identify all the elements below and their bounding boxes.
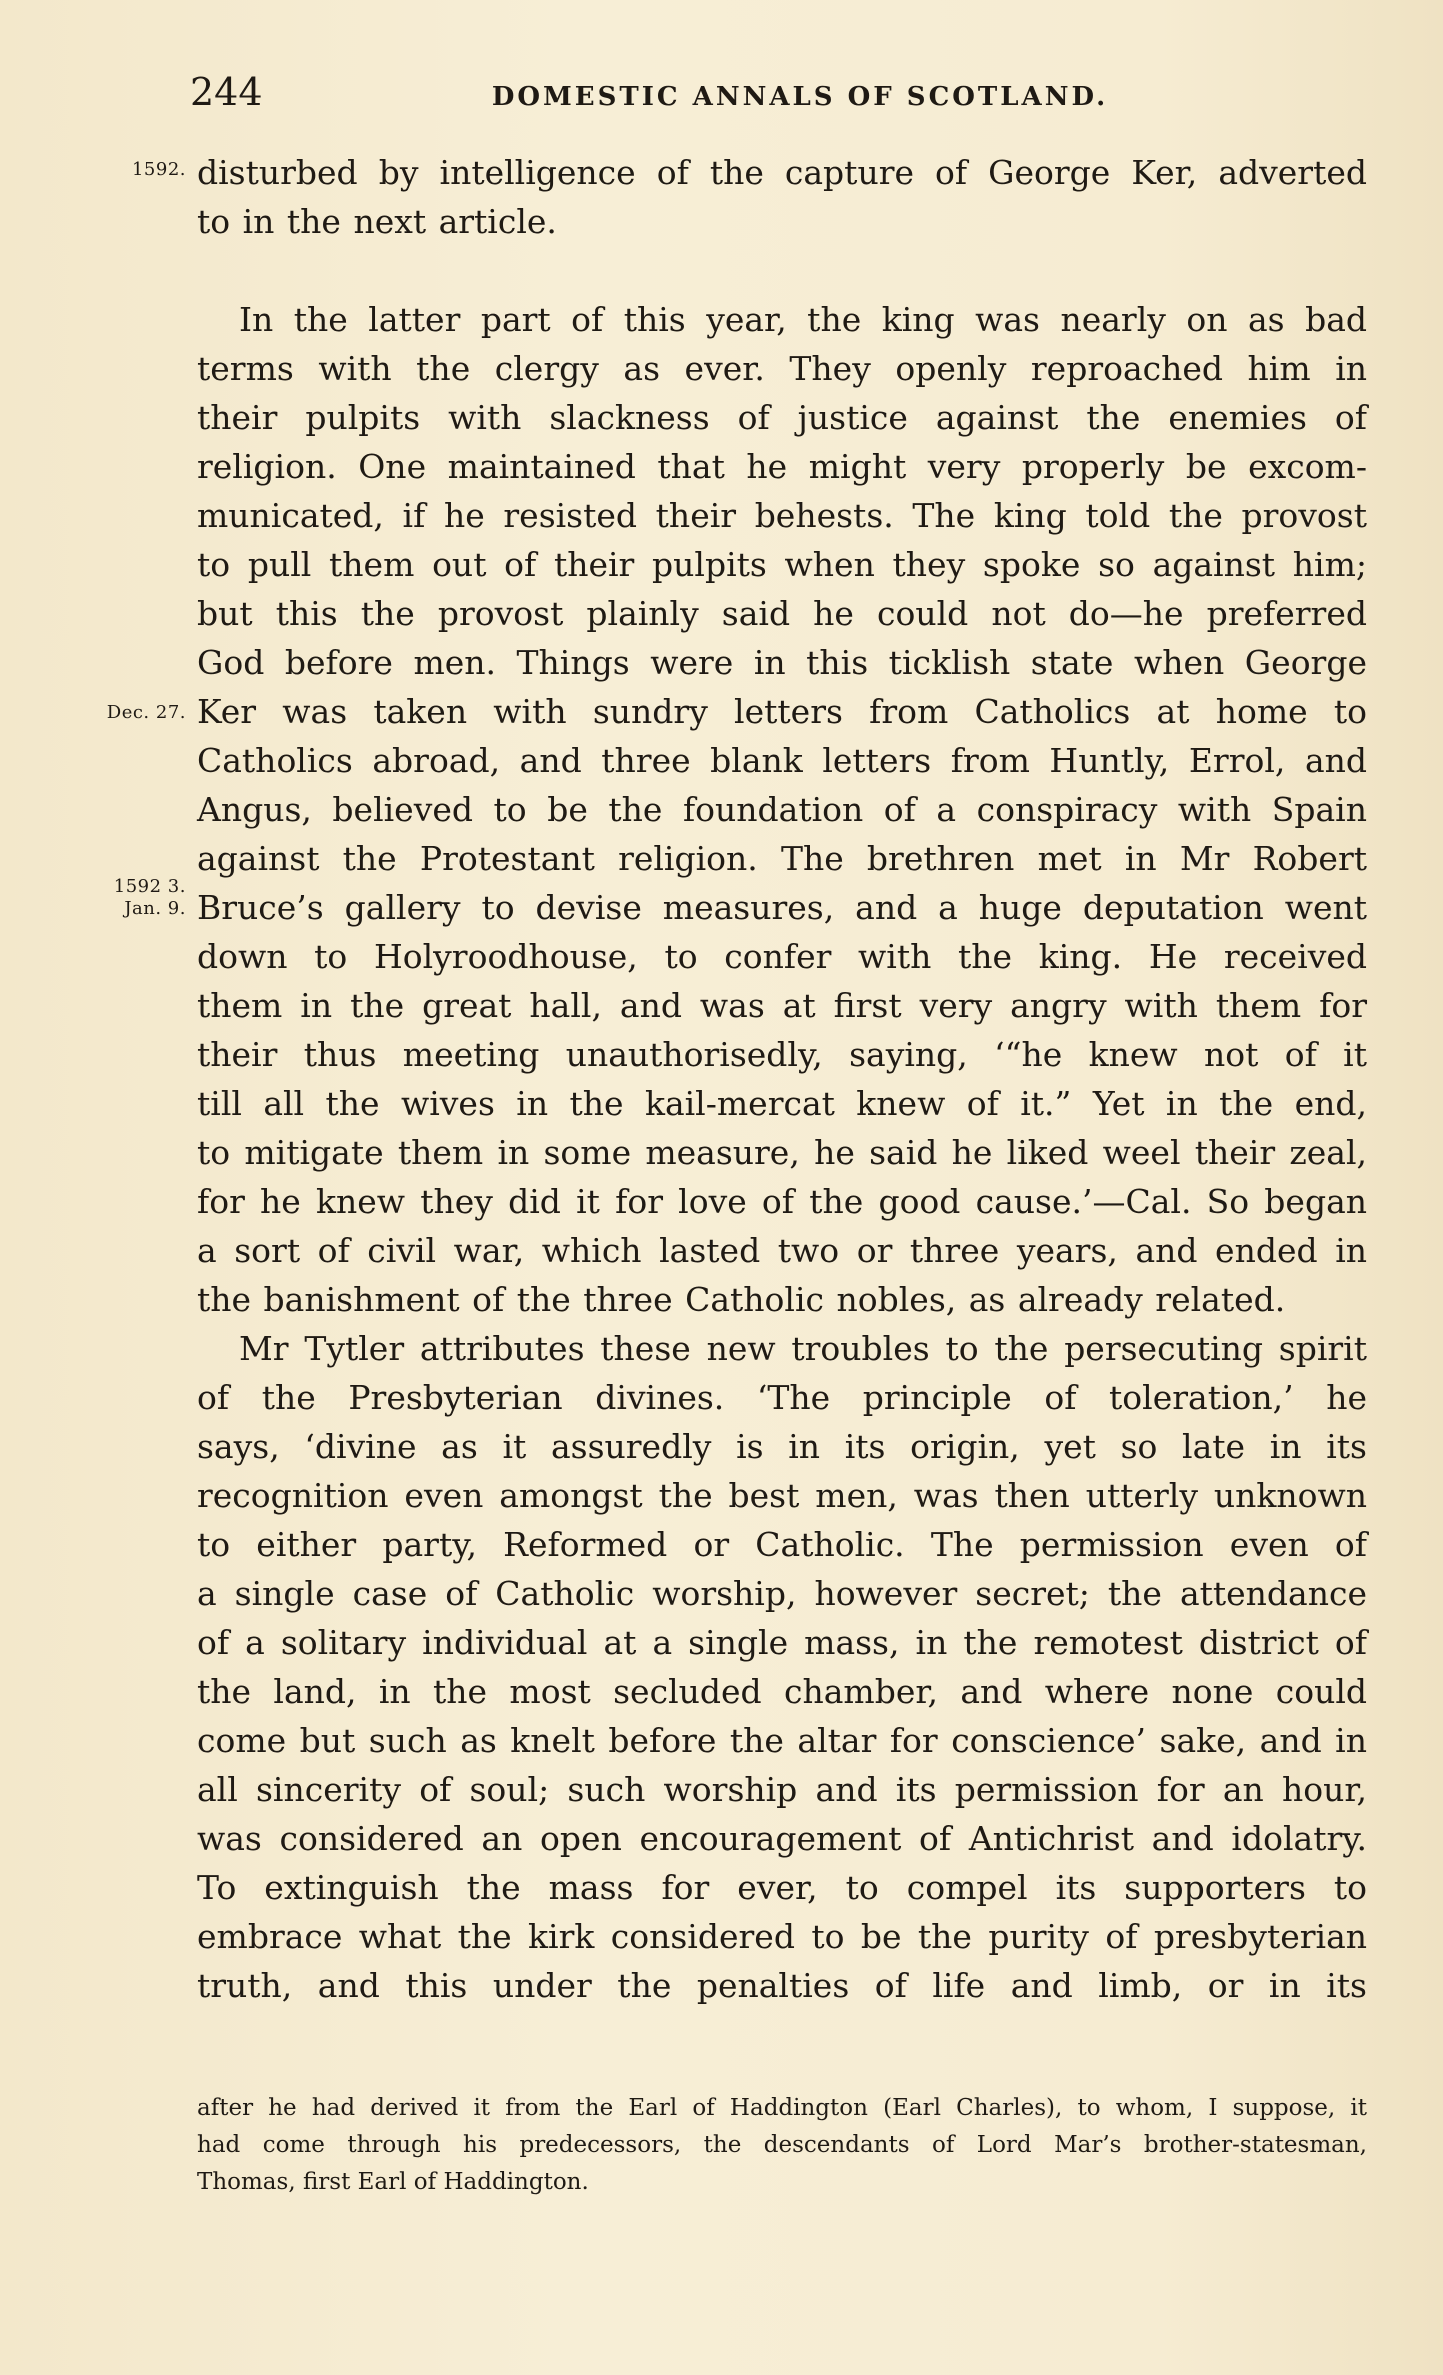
text-line: Ker was taken with sundry letters from Catholics at home to — [197, 692, 1367, 731]
text-line: says, ‘divine as it assuredly is in its origin, yet so late in its — [197, 1427, 1367, 1466]
text-line: recognition even amongst the best men, was then utterly unknown — [197, 1476, 1367, 1515]
text-line: but this the provost plainly said he could not do—he preferred — [197, 594, 1367, 633]
text-line: embrace what the kirk considered to be the purity of presbyterian — [197, 1917, 1367, 1956]
margin-note-year: 1592. — [131, 159, 186, 180]
text-line: all sincerity of soul; such worship and its permission for an hour, — [197, 1770, 1367, 1809]
margin-note-year: 1592 3. — [113, 876, 186, 897]
text-line: a sort of civil war, which lasted two or three years, and ended in — [197, 1231, 1367, 1270]
text-line: to in the next article. — [197, 202, 557, 241]
text-line: terms with the clergy as ever. They openly reproached him in — [197, 349, 1367, 388]
paragraph-gap — [197, 246, 1367, 295]
page-number: 244 — [190, 70, 263, 114]
text-line: till all the wives in the kail-mercat knew of it.” Yet in the end, — [197, 1084, 1367, 1123]
text-line: Mr Tytler attributes these new troubles to the persecuting spirit — [239, 1329, 1367, 1368]
margin-note-date: Dec. 27. — [106, 702, 186, 723]
text-line: Catholics abroad, and three blank letters from Huntly, Errol, and — [197, 741, 1367, 780]
text-line: was considered an open encouragement of Antichrist and idolatry. — [197, 1819, 1367, 1858]
main-text — [197, 148, 1367, 2010]
text-line: their pulpits with slackness of justice against the enemies of — [197, 398, 1367, 437]
text-line: of a solitary individual at a single mass, in the remotest district of — [197, 1623, 1367, 1662]
footnote-line: after he had derived it from the Earl of Haddington (Earl Charles), to whom, I suppose, it — [197, 2095, 1367, 2121]
text-line: Angus, believed to be the foundation of a conspiracy with Spain — [197, 790, 1367, 829]
text-line: Bruce’s gallery to devise measures, and a huge deputation went — [197, 888, 1367, 927]
footnote-line: had come through his predecessors, the descendants of Lord Mar’s brother-statesman, — [197, 2132, 1367, 2158]
text-line: for he knew they did it for love of the good cause.’—Cal. So began — [197, 1182, 1367, 1221]
margin-note-date: Jan. 9. — [124, 898, 186, 919]
text-line: a single case of Catholic worship, however secret; the attendance — [197, 1574, 1367, 1613]
text-line: against the Protestant religion. The brethren met in Mr Robert — [197, 839, 1367, 878]
text-line: religion. One maintained that he might very properly be excom- — [197, 447, 1367, 486]
text-line: of the Presbyterian divines. ‘The principle of toleration,’ he — [197, 1378, 1367, 1417]
footnote — [197, 2090, 1367, 2201]
text-line: down to Holyroodhouse, to confer with the king. He received — [197, 937, 1367, 976]
paragraph — [197, 295, 1367, 1324]
text-line: the land, in the most secluded chamber, and where none could — [197, 1672, 1367, 1711]
text-line: the banishment of the three Catholic nobles, as already related. — [197, 1280, 1286, 1319]
text-line: disturbed by intelligence of the capture of George Ker, adverted — [197, 153, 1367, 192]
page-header — [190, 70, 1370, 120]
text-line: truth, and this under the penalties of life and limb, or in its — [197, 1966, 1367, 2005]
text-line: To extinguish the mass for ever, to compel its supporters to — [197, 1868, 1367, 1907]
text-line: municated, if he resisted their behests. The king told the provost — [197, 496, 1367, 535]
text-line: their thus meeting unauthorisedly, saying, ‘“he knew not of it — [197, 1035, 1367, 1074]
running-title: DOMESTIC ANNALS OF SCOTLAND. — [491, 82, 1109, 112]
text-line: come but such as knelt before the altar for conscience’ sake, and in — [197, 1721, 1367, 1760]
paragraph-continuation — [197, 148, 1367, 246]
footnote-line: Thomas, first Earl of Haddington. — [197, 2169, 589, 2195]
text-line: God before men. Things were in this ticklish state when George — [197, 643, 1367, 682]
text-line: to either party, Reformed or Catholic. The permission even of — [197, 1525, 1367, 1564]
text-line: to pull them out of their pulpits when they spoke so against him; — [197, 545, 1367, 584]
paragraph — [197, 1324, 1367, 2010]
text-line: In the latter part of this year, the king was nearly on as bad — [239, 300, 1367, 339]
text-line: to mitigate them in some measure, he said he liked weel their zeal, — [197, 1133, 1367, 1172]
text-line: them in the great hall, and was at first very angry with them for — [197, 986, 1367, 1025]
